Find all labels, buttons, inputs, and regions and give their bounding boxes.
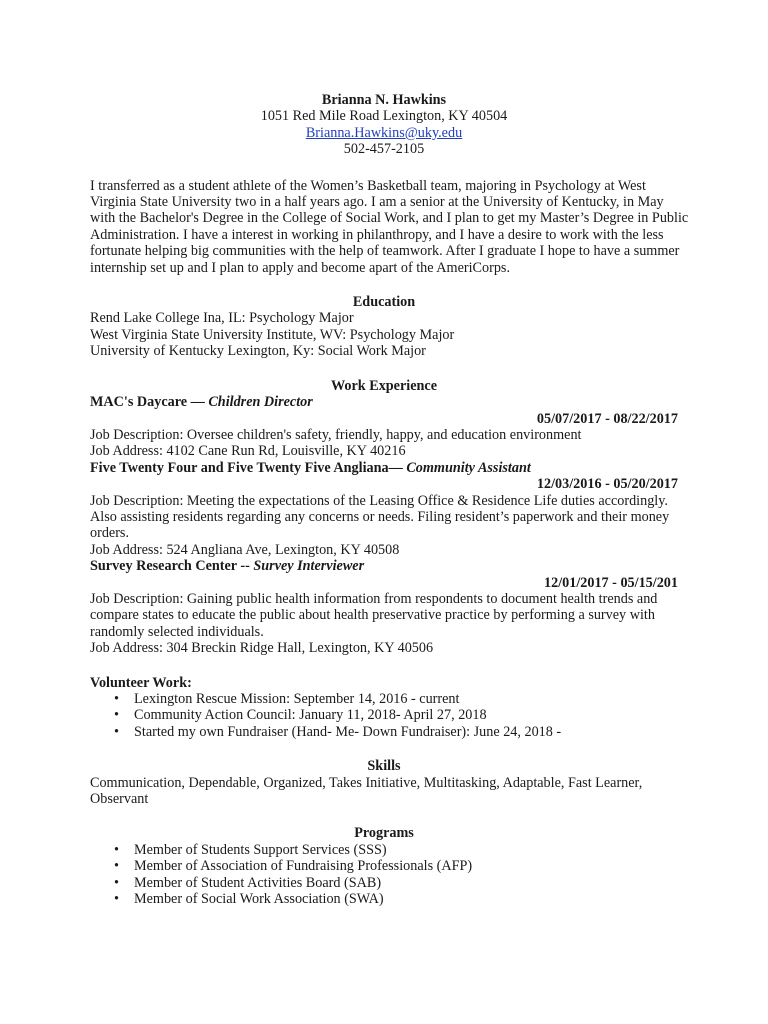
job-entry	[90, 558, 678, 656]
list-item: • Community Action Council: January 11, 2018- April 27, 2018	[114, 707, 487, 724]
work-heading: Work Experience	[331, 377, 437, 394]
job-line: randomly selected individuals.	[90, 623, 264, 640]
job-entry	[90, 394, 678, 460]
bullet-icon: •	[114, 691, 119, 707]
job-title: Five Twenty Four and Five Twenty Five Angliana— Community Assistant	[90, 459, 531, 476]
resume-page	[90, 92, 689, 908]
summary-line: fortunate helping big communities with the help of teamwork. After I graduate I hope to have a summer	[90, 243, 680, 260]
list-item: • Member of Students Support Services (SSS)	[114, 841, 387, 858]
summary-line: with the Bachelor's Degree in the College of Social Work, and I plan to get my Master’s Degree in Public	[90, 210, 689, 227]
education-item: West Virginia State University Institute, WV: Psychology Major	[90, 326, 455, 343]
bullet-icon: •	[114, 707, 119, 724]
skills-line: Communication, Dependable, Organized, Takes Initiative, Multitasking, Adaptable, Fast Learner,	[90, 774, 643, 791]
education-list	[90, 310, 678, 359]
programs-list	[90, 842, 678, 908]
list-item: • Member of Social Work Association (SWA)	[114, 891, 384, 908]
list-item: • Member of Association of Fundraising Professionals (AFP)	[114, 858, 473, 875]
education-item: Rend Lake College Ina, IL: Psychology Major	[90, 310, 354, 327]
programs-heading: Programs	[354, 825, 414, 842]
list-item: • Member of Student Activities Board (SAB)	[114, 874, 382, 891]
summary-line: Virginia State University two in a half years ago. I am a senior at the University of Kentucky, in May	[90, 194, 664, 211]
volunteer-list	[90, 691, 678, 740]
job-line: Job Description: Gaining public health information from respondents to document health trends and	[90, 590, 658, 607]
phone: 502-457-2105	[343, 141, 425, 158]
summary-line: I transferred as a student athlete of the Women’s Basketball team, majoring in Psychology at West	[90, 177, 646, 194]
job-entry	[90, 460, 678, 558]
summary-paragraph	[90, 177, 689, 276]
summary-line: internship set up and I plan to apply and become apart of the AmeriCorps.	[90, 259, 510, 276]
bullet-icon: •	[114, 891, 119, 908]
skills-text	[90, 775, 678, 808]
job-dates: 12/01/2017 - 05/15/201	[544, 574, 678, 591]
job-line: Also assisting residents regarding any concerns or needs. Filing resident’s paperwork and their money	[90, 508, 670, 525]
summary-line: Administration. I have a interest in working in philanthropy, and I have a desire to work with the less	[90, 226, 664, 243]
education-heading: Education	[352, 294, 416, 311]
skills-line: Observant	[90, 791, 149, 808]
bullet-icon: •	[114, 841, 119, 858]
job-title: Survey Research Center -- Survey Interviewer	[90, 558, 365, 575]
job-line: Job Address: 4102 Cane Run Rd, Louisville, KY 40216	[90, 443, 406, 460]
job-line: Job Description: Oversee children's safety, friendly, happy, and education environment	[90, 426, 582, 443]
job-line: Job Description: Meeting the expectations of the Leasing Office & Residence Life duties accordingly.	[90, 492, 668, 509]
applicant-name: Brianna N. Hawkins	[321, 92, 447, 108]
job-line: compare states to educate the public about health preservative practice by performing a survey with	[90, 607, 655, 624]
job-line: Job Address: 524 Angliana Ave, Lexington, KY 40508	[90, 541, 400, 558]
job-dates: 12/03/2016 - 05/20/2017	[536, 476, 678, 493]
list-item: • Lexington Rescue Mission: September 14, 2016 - current	[114, 691, 460, 707]
list-item: • Started my own Fundraiser (Hand- Me- Down Fundraiser): June 24, 2018 -	[114, 723, 562, 740]
address: 1051 Red Mile Road Lexington, KY 40504	[260, 108, 508, 125]
job-line: Job Address: 304 Breckin Ridge Hall, Lexington, KY 40506	[90, 640, 434, 657]
bullet-icon: •	[114, 874, 119, 891]
contact-header	[90, 92, 678, 158]
job-title: MAC's Daycare — Children Director	[90, 394, 313, 411]
job-line: orders.	[90, 525, 130, 542]
volunteer-heading: Volunteer Work:	[90, 674, 192, 691]
skills-heading: Skills	[367, 758, 401, 775]
email-link[interactable]: Brianna.Hawkins@uky.edu	[305, 124, 463, 141]
education-item: University of Kentucky Lexington, Ky: Social Work Major	[90, 343, 426, 360]
bullet-icon: •	[114, 858, 119, 875]
bullet-icon: •	[114, 723, 119, 740]
job-dates: 05/07/2017 - 08/22/2017	[536, 410, 678, 427]
